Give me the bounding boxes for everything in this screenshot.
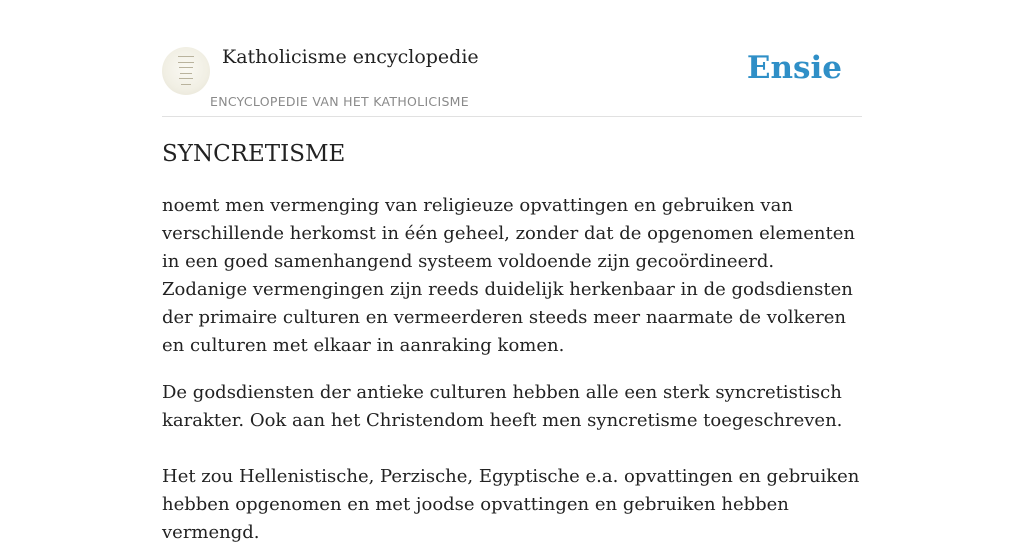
site-header — [162, 0, 862, 117]
page-container — [162, 0, 862, 543]
book-cover-icon[interactable] — [162, 47, 210, 95]
article-paragraph: Het zou Hellenistische, Perzische, Egyptische e.a. opvattingen en gebruiken hebben opgenomen en met joodse opvattingen en gebruiken hebben vermengd. — [162, 466, 860, 543]
article-paragraph: De godsdiensten der antieke culturen hebben alle een sterk syncretistisch karakter. Ook aan het Christendom heeft men syncretisme toegeschreven. — [162, 382, 843, 431]
entry-title: SYNCRETISME — [162, 141, 346, 167]
article-paragraph: noemt men vermenging van religieuze opvattingen en gebruiken van verschillende herkomst in één geheel, zonder dat de opgenomen elementen in een goed samenhangend systeem voldoende zijn gecoördineerd. Zodanige vermengingen zijn reeds duidelijk herkenbaar in de godsdiensten der primaire culturen en vermeerderen steeds meer naarmate de volkeren en culturen met elkaar in aanraking komen. — [162, 195, 855, 356]
ensie-logo[interactable]: Ensie — [746, 50, 842, 86]
site-subtitle: ENCYCLOPEDIE VAN HET KATHOLICISME — [210, 94, 469, 109]
site-title[interactable]: Katholicisme encyclopedie — [222, 46, 479, 68]
